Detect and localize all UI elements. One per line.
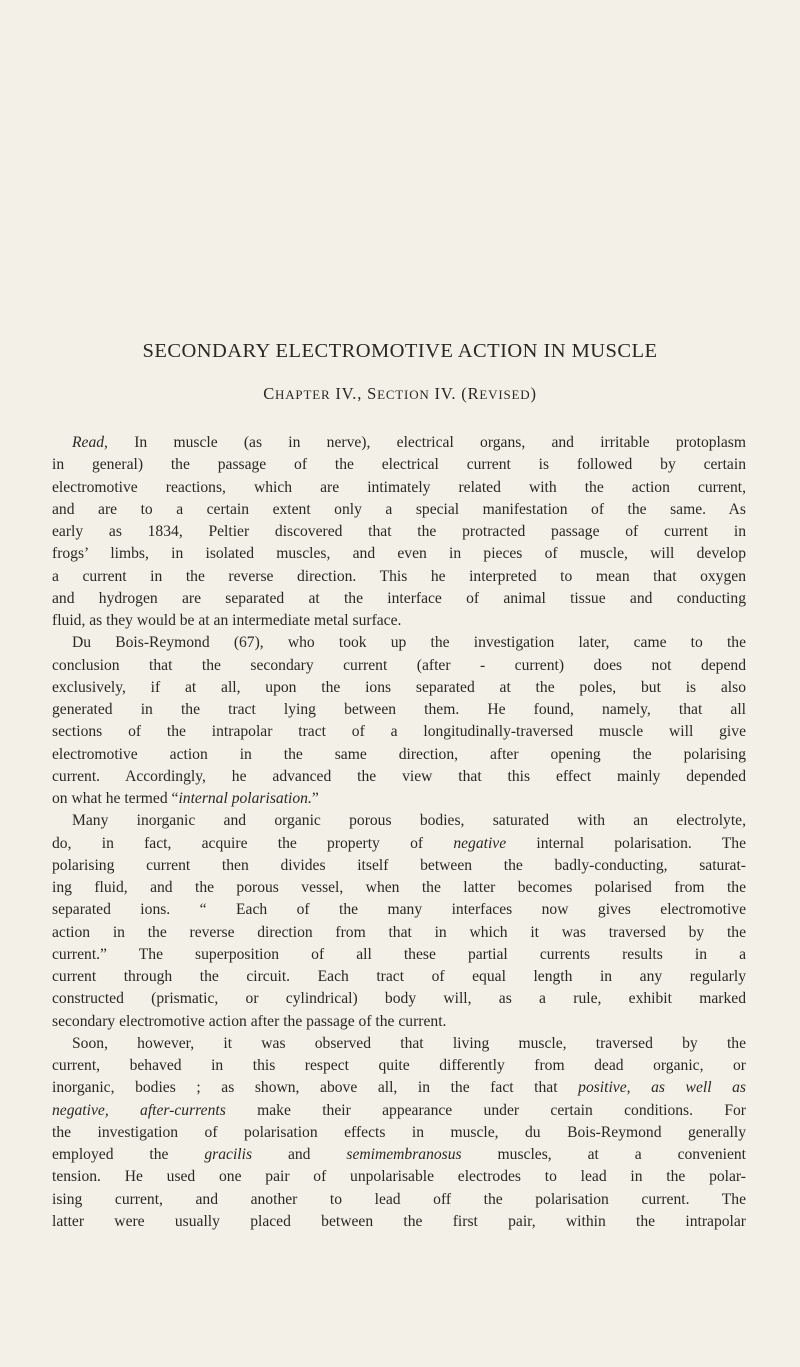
text-segment: frogs’ limbs, in isolated muscles, and even in pieces of muscle, will develop [52, 545, 746, 563]
text-line [52, 677, 746, 699]
text-line [52, 588, 746, 610]
text-segment: Du Bois-Reymond (67), who took up the investigation later, came to the [72, 634, 746, 652]
text-line [52, 1011, 746, 1033]
text-line [52, 1055, 746, 1077]
text-line [52, 922, 746, 944]
text-line [52, 1189, 746, 1211]
text-line [52, 632, 746, 654]
text-segment: conclusion that the secondary current (after - current) does not depend [52, 656, 746, 674]
italic-text: semimembranosus [346, 1146, 462, 1163]
text-segment: generated in the tract lying between them. He found, namely, that all [52, 701, 746, 718]
text-segment: action in the reverse direction from that in which it was traversed by the [52, 923, 746, 941]
italic-text: negative [453, 834, 507, 852]
text-segment: constructed (prismatic, or cylindrical) body will, as a rule, exhibit marked [52, 990, 746, 1008]
text-line [52, 1166, 746, 1188]
text-line [52, 1144, 746, 1166]
text-segment: the investigation of polarisation effects in muscle, du Bois-Reymond generally [52, 1123, 746, 1141]
text-segment: separated ions. “ Each of the many interfaces now gives electromotive [52, 901, 746, 919]
text-line [52, 543, 746, 565]
text-segment: do, in fact, acquire the property of [52, 834, 454, 852]
text-line [52, 1100, 746, 1122]
text-segment: sections of the intrapolar tract of a longitudinally-traversed muscle will give [52, 723, 746, 741]
text-segment: Soon, however, it was observed that living muscle, traversed by the [72, 1034, 746, 1052]
text-segment: muscles, at a convenient [461, 1146, 746, 1163]
italic-text: negative, after-currents [52, 1101, 226, 1119]
text-segment: and [252, 1146, 347, 1163]
text-segment: ising current, and another to lead off the polarisation current. The [52, 1190, 746, 1208]
text-segment: fluid, as they would be at an intermediate metal surface. [52, 612, 402, 629]
text-line [52, 766, 746, 788]
text-segment: in general) the passage of the electrical current is followed by certain [52, 456, 746, 474]
text-segment: ” [311, 790, 319, 807]
text-segment: early as 1834, Peltier discovered that the protracted passage of current in [52, 523, 746, 540]
text-segment: current.” The superposition of all these partial currents results in a [52, 945, 746, 963]
text-line [52, 1122, 746, 1144]
text-segment: and are to a certain extent only a special manifestation of the same. As [52, 500, 746, 518]
text-segment: current through the circuit. Each tract of equal length in any regularly [52, 968, 746, 985]
italic-text: Read, [72, 434, 108, 451]
text-line [52, 1077, 746, 1099]
text-segment: polarising current then divides itself between the badly-conducting, saturat- [52, 856, 746, 874]
text-segment: current, behaved in this respect quite differently from dead organic, or [52, 1057, 746, 1074]
text-segment: latter were usually placed between the first pair, within the intrapolar [52, 1212, 746, 1230]
text-line [52, 521, 746, 543]
text-line [52, 699, 746, 721]
text-segment: inorganic, bodies ; as shown, above all, in the fact that [52, 1079, 579, 1097]
text-segment: tension. He used one pair of unpolarisable electrodes to lead in the polar- [52, 1168, 746, 1186]
text-line [52, 810, 746, 832]
italic-text: positive, as well as [578, 1079, 746, 1097]
page-title: SECONDARY ELECTROMOTIVE ACTION IN MUSCLE [142, 340, 658, 362]
text-line [52, 454, 746, 476]
text-segment: electromotive action in the same direction, after opening the polarising [52, 745, 746, 763]
text-segment: internal polarisation. The [506, 834, 746, 852]
text-line [52, 721, 746, 743]
text-segment: electromotive reactions, which are intimately related with the action current, [52, 478, 746, 496]
body-text [52, 432, 746, 1233]
text-segment: make their appearance under certain conditions. For [225, 1101, 747, 1119]
text-line [52, 1033, 746, 1055]
italic-text: internal polarisation. [178, 790, 312, 807]
text-segment: exclusively, if at all, upon the ions separated at the poles, but is also [52, 678, 746, 696]
section-subtitle: CHAPTER IV., SECTION IV. (REVISED) [263, 384, 537, 403]
text-line [52, 944, 746, 966]
text-line [52, 855, 746, 877]
text-segment: a current in the reverse direction. This he interpreted to mean that oxygen [52, 567, 746, 585]
text-line [52, 988, 746, 1010]
italic-text: gracilis [204, 1146, 253, 1163]
text-line [52, 966, 746, 988]
text-line [52, 499, 746, 521]
text-segment: secondary electromotive action after the passage of the current. [52, 1012, 447, 1030]
text-line [52, 432, 746, 454]
text-line [52, 566, 746, 588]
text-segment: In muscle (as in nerve), electrical organs, and irritable protoplasm [107, 434, 746, 451]
text-line [52, 744, 746, 766]
text-line [52, 788, 746, 810]
text-line [52, 1211, 746, 1233]
text-line [52, 899, 746, 921]
text-segment: ing fluid, and the porous vessel, when the latter becomes polarised from the [52, 879, 746, 896]
text-segment: Many inorganic and organic porous bodies, saturated with an electrolyte, [72, 812, 746, 830]
text-line [52, 610, 746, 632]
text-line [52, 477, 746, 499]
text-line [52, 833, 746, 855]
text-segment: current. Accordingly, he advanced the view that this effect mainly depended [52, 767, 746, 785]
text-line [52, 655, 746, 677]
text-segment: and hydrogen are separated at the interface of animal tissue and conducting [52, 589, 746, 607]
text-segment: employed the [52, 1146, 205, 1163]
text-line [52, 877, 746, 899]
text-segment: on what he termed “ [52, 790, 179, 807]
